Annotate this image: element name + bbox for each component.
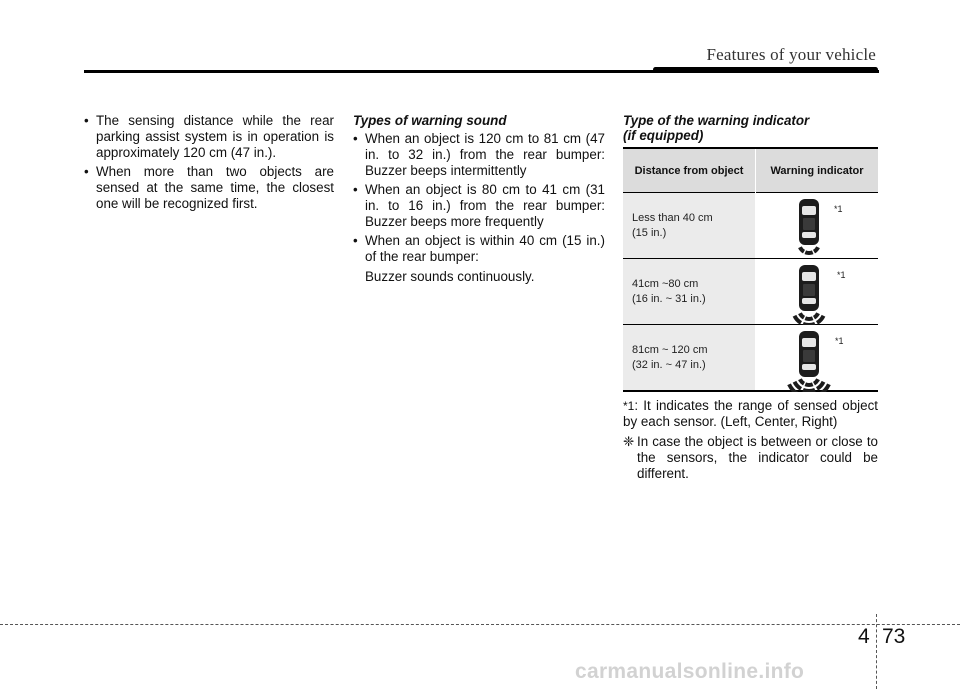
footnote-mark: *1 [623,399,635,413]
note-mark-icon: ❈ [623,434,635,449]
car-rear-window [802,364,816,370]
list-item: • When an object is 120 cm to 81 cm (47 in. to 32 in.) from the rear bumper: Buzzer beeps intermittently [353,131,605,179]
distance-cell [623,259,755,324]
footnote-text: : It indicates the range of sensed object by each sensor. (Left, Center, Right) [623,398,878,429]
table-notes [623,398,878,482]
table-row [623,259,878,325]
list-item: • When an object is 80 cm to 41 cm (31 in. to 16 in.) from the rear bumper: Buzzer beeps more frequently [353,182,605,230]
indicator-cell [755,259,878,324]
note-text: In case the object is between or close to the sensors, the indicator could be different. [637,434,878,481]
list-item: • When more than two objects are sensed at the same time, the closest one will be recognized first. [84,164,334,212]
car-roof [803,218,815,230]
sensor-arc [813,312,820,319]
car-roof [803,350,815,362]
indicator-heading: Type of the warning indicator [623,113,810,128]
continuous-buzzer-text: Buzzer sounds continuously. [365,269,535,284]
list-item: • The sensing distance while the rear parking assist system is in operation is approximately 120 cm (47 in.). [84,113,334,161]
chapter-number: 4 [858,625,870,648]
column-header-distance: Distance from object [634,164,744,177]
footnote-marker: *1 [834,204,843,214]
sensor-arc [798,378,805,385]
column-header-indicator: Warning indicator [755,149,878,193]
page-header-title: Features of your vehicle [706,45,876,64]
distance-value: Less than 40 cm [632,211,713,224]
indicator-cell [755,325,878,390]
warning-indicator-table [623,147,878,392]
footnote [623,398,878,430]
middle-column [353,113,605,285]
sensor-arc [798,312,805,319]
list-item: • When an object is within 40 cm (15 in.) of the rear bumper: [353,233,605,265]
left-column [84,113,334,215]
distance-value-inches: (16 in. ~ 31 in.) [632,292,706,305]
sensor-arc [798,246,805,253]
sensor-arc [813,378,820,385]
footnote-marker: *1 [837,270,846,280]
warning-sound-heading: Types of warning sound [353,113,507,128]
car-rear-window [802,232,816,238]
watermark: carmanualsonline.info [575,660,805,683]
table-row [623,325,878,392]
distance-cell [623,193,755,258]
sensor-arc [802,388,815,392]
warning-sound-list [353,131,605,265]
right-column-heading [623,113,878,146]
footer-divider [876,614,877,689]
sensor-arc [805,382,814,387]
table-row [623,193,878,259]
distance-value: 81cm ~ 120 cm [632,343,708,356]
car-roof [803,284,815,296]
car-windshield [802,272,816,281]
car-rear-window [802,298,816,304]
sensor-arc [805,316,814,321]
sensor-arc [813,246,820,253]
page-number: 73 [882,625,906,648]
footnote-marker: *1 [835,336,844,346]
car-windshield [802,206,816,215]
car-sensor-indicator-icon [755,259,878,325]
indicator-heading-note: (if equipped) [623,128,704,143]
distance-value-inches: (32 in. ~ 47 in.) [632,358,706,371]
table-header [623,147,878,193]
indicator-cell [755,193,878,258]
sensing-info-list [84,113,334,212]
distance-cell [623,325,755,390]
car-sensor-indicator-icon [755,193,878,259]
distance-value-inches: (15 in.) [632,226,667,239]
sensor-arc [805,250,814,255]
footer-rule [0,624,960,625]
distance-value: 41cm ~80 cm [632,277,699,290]
car-sensor-indicator-icon [755,325,878,392]
caution-note [623,434,878,482]
header-rule-accent [653,67,878,72]
car-windshield [802,338,816,347]
